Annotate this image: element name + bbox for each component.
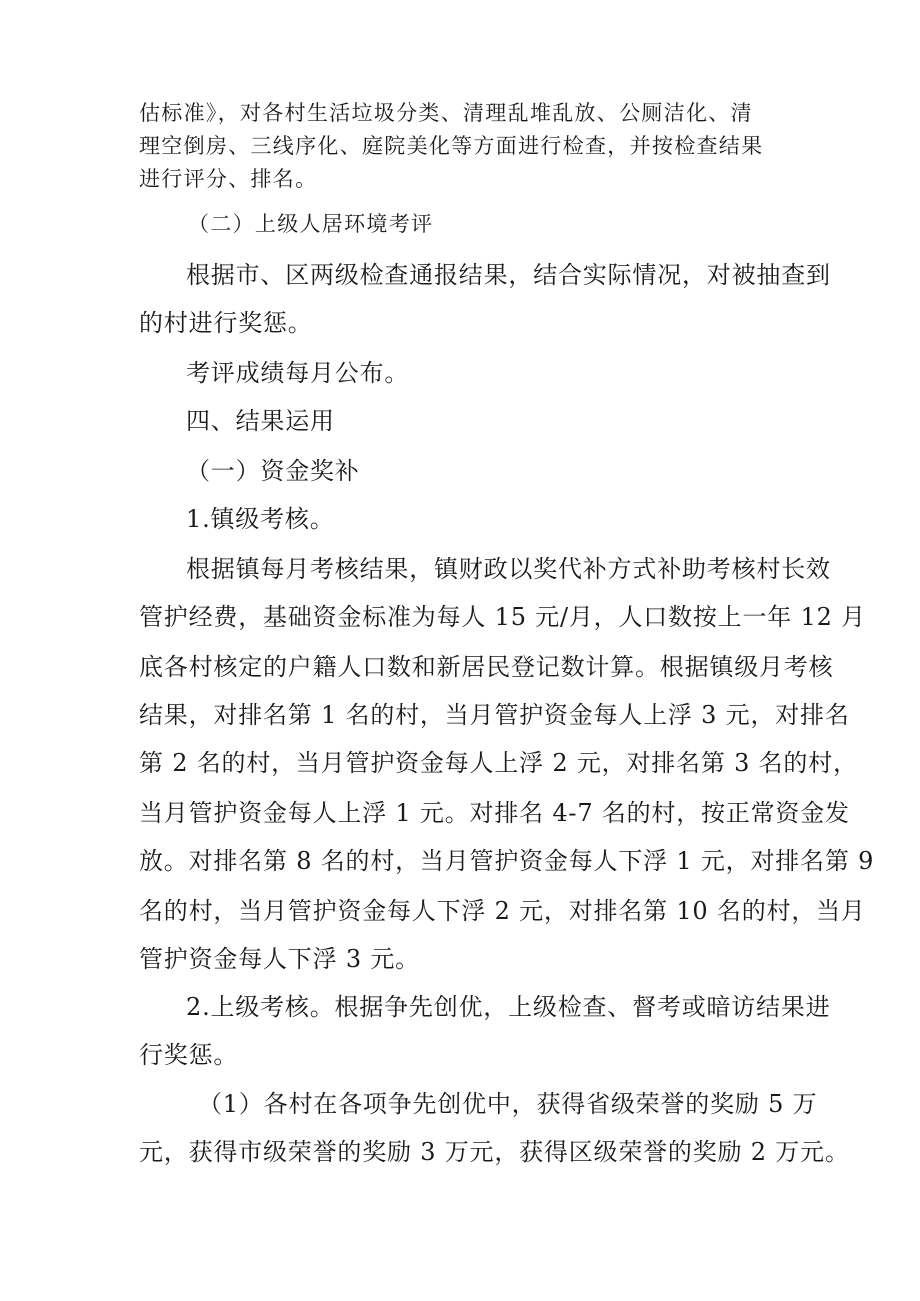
paragraph-line: 2.上级考核。根据争先创优，上级检查、督考或暗访结果进 (186, 993, 831, 1021)
paragraph: 考评成绩每月公布。 (186, 359, 410, 387)
paragraph-line: 第 2 名的村，当月管护资金每人上浮 2 元，对排名第 3 名的村， (139, 749, 858, 777)
paragraph-line: 根据市、区两级检查通报结果，结合实际情况，对被抽查到 (186, 261, 831, 289)
paragraph-line: 名的村，当月管护资金每人下浮 2 元，对排名第 10 名的村，当月 (139, 897, 866, 925)
paragraph-line: （1）各村在各项争先创优中，获得省级荣誉的奖励 5 万 (198, 1090, 818, 1118)
paragraph-line: 行奖惩。 (139, 1041, 239, 1069)
paragraph-line: 根据镇每月考核结果，镇财政以奖代补方式补助考核村长效 (186, 555, 831, 583)
paragraph-line: 结果，对排名第 1 名的村，当月管护资金每人上浮 3 元，对排名 (139, 701, 850, 729)
paragraph-line: 估标准》，对各村生活垃圾分类、清理乱堆乱放、公厕洁化、清 (139, 101, 753, 125)
paragraph-line: 底各村核定的户籍人口数和新居民登记数计算。根据镇级月考核 (139, 653, 834, 681)
section-heading: 四、结果运用 (186, 407, 335, 435)
section-heading: （二）上级人居环境考评 (188, 212, 434, 236)
paragraph-line: 放。对排名第 8 名的村，当月管护资金每人下浮 1 元，对排名第 9 (139, 847, 875, 875)
paragraph-line: 管护资金每人下浮 3 元。 (139, 945, 420, 973)
paragraph-line: 理空倒房、三线序化、庭院美化等方面进行检查，并按检查结果 (139, 134, 764, 158)
paragraph-line: 元，获得市级荣誉的奖励 3 万元，获得区级荣誉的奖励 2 万元。 (139, 1138, 850, 1166)
paragraph-line: 当月管护资金每人上浮 1 元。对排名 4-7 名的村，按正常资金发 (139, 799, 850, 827)
subsection-heading: （一）资金奖补 (186, 457, 360, 485)
paragraph-line: 的村进行奖惩。 (139, 309, 313, 337)
item-title: 1.镇级考核。 (186, 505, 335, 533)
paragraph-line: 进行评分、排名。 (139, 167, 318, 191)
paragraph-line: 管护经费，基础资金标准为每人 15 元/月，人口数按上一年 12 月 (139, 603, 866, 631)
